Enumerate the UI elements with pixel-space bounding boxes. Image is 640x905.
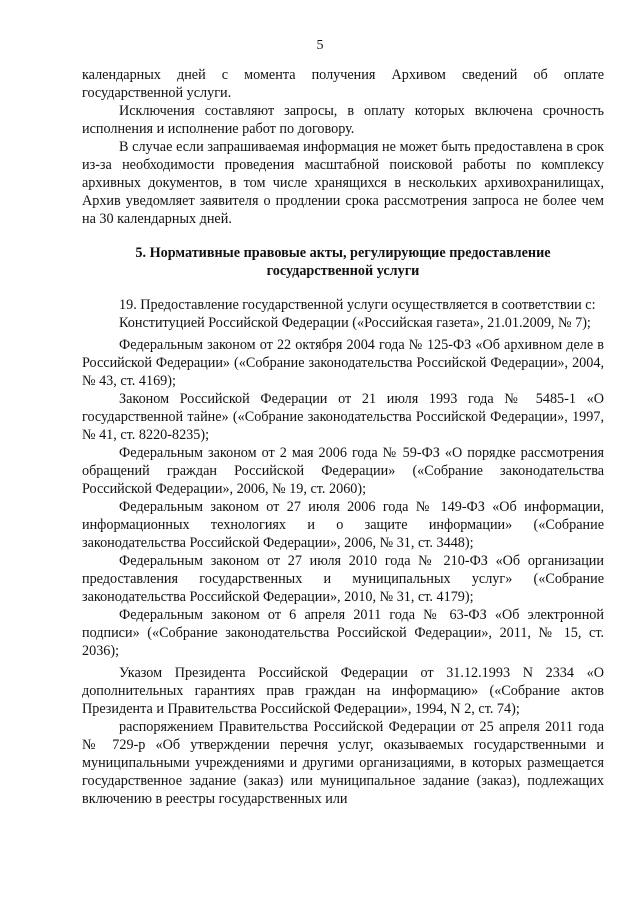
paragraph: Федеральным законом от 27 июля 2010 года № 210-ФЗ «Об организации предоставления государственных и муниципальных услуг» («Собрание законодательства Российской Федерации», 2010, № 31, ст. 4179); [82,553,604,605]
paragraph: В случае если запрашиваемая информация не может быть предоставлена в срок из-за необходимости проведения масштабной поисковой работы по комплексу архивных документов, в том числе хранящихся в нескольких архивохранилищах, Архив уведомляет заявителя о продлении срока рассмотрения запроса не более чем на 30 календарных дней. [82,139,604,227]
paragraph: распоряжением Правительства Российской Федерации от 25 апреля 2011 года № 729-р «Об утверждении перечня услуг, оказываемых государственными и муниципальными учреждениями и другими организациями, в которых размещается государственное задание (заказ) или муниципальное задание (заказ), подлежащих включению в реестры государственных или [82,719,604,807]
page-number: 5 [316,38,324,53]
paragraph: 19. Предоставление государственной услуги осуществляется в соответствии с: [119,297,596,313]
paragraph: календарных дней с момента получения Архивом сведений об оплате государственной услуги. [82,67,604,101]
spacer [82,236,604,244]
spacer [82,228,604,236]
spacer [82,288,604,296]
paragraph: Федеральным законом от 6 апреля 2011 года № 63-ФЗ «Об электронной подписи» («Собрание законодательства Российской Федерации», 2011, № 15, ст. 2036); [82,607,604,659]
document-body [82,66,604,808]
paragraph: Указом Президента Российской Федерации от 31.12.1993 N 2334 «О дополнительных гарантиях прав граждан на информацию» («Собрание актов Президента и Правительства Российской Федерации», 1994, N 2, ст. 74); [82,665,604,717]
paragraph: Законом Российской Федерации от 21 июля 1993 года № 5485-1 «О государственной тайне» («Собрание законодательства Российской Федерации», 1997, № 41, ст. 8220-8235); [82,391,604,443]
paragraph: Федеральным законом от 27 июля 2006 года № 149-ФЗ «Об информации, информационных технологиях и о защите информации» («Собрание законодательства Российской Федерации», 2006, № 31, ст. 3448); [82,499,604,551]
paragraph: Исключения составляют запросы, в оплату которых включена срочность исполнения и исполнение работ по договору. [82,103,604,137]
section-heading: 5. Нормативные правовые акты, регулирующие предоставление государственной услуги [135,245,551,279]
paragraph: Конституцией Российской Федерации («Российская газета», 21.01.2009, № 7); [119,315,591,331]
paragraph: Федеральным законом от 22 октября 2004 года № 125-ФЗ «Об архивном деле в Российской Федерации» («Собрание законодательства Российской Федерации», 2004, № 43, ст. 4169); [82,337,604,389]
paragraph: Федеральным законом от 2 мая 2006 года № 59-ФЗ «О порядке рассмотрения обращений граждан Российской Федерации» («Собрание законодательства Российской Федерации», 2006, № 19, ст. 2060); [82,445,604,497]
spacer [82,280,604,288]
